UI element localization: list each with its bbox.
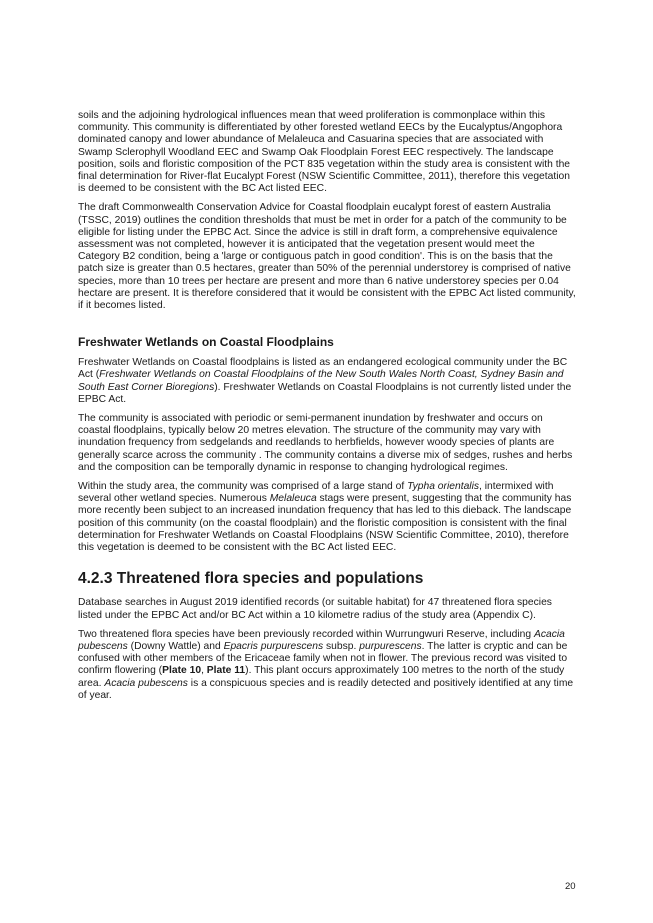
paragraph-freshwater-listing: Freshwater Wetlands on Coastal floodplains is listed as an endangered ecological community under the BC Act (Freshwater Wetlands on Coastal Floodplains of the New South Wales North Coast, Sydney Basin and South East Corner Bioregions). Freshwater Wetlands on Coastal Floodplains is not currently listed under the EPBC Act. <box>78 357 572 405</box>
heading-freshwater-wetlands: Freshwater Wetlands on Coastal Floodplains <box>78 335 334 350</box>
plate-11-reference: Plate 11 <box>206 665 246 677</box>
italic-subspecies: purpurescens <box>359 640 422 652</box>
paragraph-commonwealth-advice: The draft Commonwealth Conservation Advice for Coastal floodplain eucalypt forest of eastern Australia (TSSC, 2019) outlines the condition thresholds that must be met in order for a patch of the community to be eligible for listing under the EPBC Act. Since the advice is still in draft form, a comprehensive equivalence assessment was not completed, however it is anticipated that the vegetation present would meet the Category B2 condition, being a 'large or contiguous patch in good condition'. This is on the basis that the patch size is greater than 0.5 hectares, greater than 50% of the perennial understorey is comprised of native species, more than 10 trees per hectare are present and more than 6 native understorey species per 0.04 hectare are present. It is therefore considered that it would be consistent with the EPBC Act listed community, if it becomes listed. <box>78 202 576 312</box>
italic-species-acacia-2: Acacia pubescens <box>104 677 188 689</box>
paragraph-threatened-species-records: Two threatened flora species have been previously recorded within Wurrungwuri Reserve, including Acacia pubescens (Downy Wattle) and Epacris purpurescens subsp. purpurescens. The latter is cryptic and can be confused with other members of the Ericaceae family when not in flower. The previous record was visited to confirm flowering (Plate 10, Plate 11). This plant occurs approximately 100 metres to the north of the study area. Acacia pubescens is a conspicuous species and is readily detected and positively identified at any time of year. <box>78 628 574 701</box>
italic-species-acacia: Acacia pubescens <box>78 628 565 652</box>
paragraph-river-flat-forest: soils and the adjoining hydrological influences mean that weed proliferation is commonplace within this community. This community is differentiated by other forested wetland EECs by the Eucalyptus/Angophora dominated canopy and lower abundance of Melaleuca and Casuarina species that are associated with Swamp Sclerophyll Woodland EEC and Swamp Oak Floodplain Forest EEC respectively. The landscape position, soils and floristic composition of the PCT 835 vegetation within the study area is consistent with the final determination for River-flat Eucalypt Forest (NSW Scientific Committee, 2011), therefore this vegetation is deemed to be consistent with the BC Act listed EEC. <box>78 110 571 195</box>
paragraph-database-searches: Database searches in August 2019 identified records (or suitable habitat) for 47 threatened flora species listed under the EPBC Act and/or BC Act within a 10 kilometre radius of the study area (Appendix C). <box>78 597 552 621</box>
paragraph-community-description: The community is associated with periodic or semi-permanent inundation by freshwater and occurs on coastal floodplains, typically below 20 metres elevation. The structure of the community may vary with inundation frequency from sedgelands and reedlands to herbfields, however woody species of plants are generally scarce across the community . The community contains a diverse mix of sedges, rushes and herbs and the composition can be temporally dynamic in response to changing hydrological regimes. <box>78 413 573 473</box>
page-content <box>78 110 576 709</box>
plate-10-reference: Plate 10 <box>162 665 202 677</box>
italic-species-epacris: Epacris purpurescens <box>223 640 324 652</box>
heading-threatened-flora: 4.2.3 Threatened flora species and populations <box>78 570 424 588</box>
paragraph-study-area-community: Within the study area, the community was comprised of a large stand of Typha orientalis, intermixed with several other wetland species. Numerous Melaleuca stags were present, suggesting that the community has more recently been subject to an increased inundation frequency that has led to this dieback. The landscape position of this community (on the coastal floodplain) and the floristic composition is consistent with the final determination for Freshwater Wetlands on Coastal Floodplains (NSW Scientific Committee, 2010), therefore this vegetation is deemed to be consistent with the BC Act listed EEC. <box>78 481 572 554</box>
italic-community-name: Freshwater Wetlands on Coastal Floodplains of the New South Wales North Coast, Sydney Basin and South East Corner Bioregions <box>78 369 564 393</box>
page-number: 20 <box>565 881 576 892</box>
italic-species-typha: Typha orientalis <box>407 481 480 493</box>
italic-genus-melaleuca: Melaleuca <box>269 493 317 505</box>
